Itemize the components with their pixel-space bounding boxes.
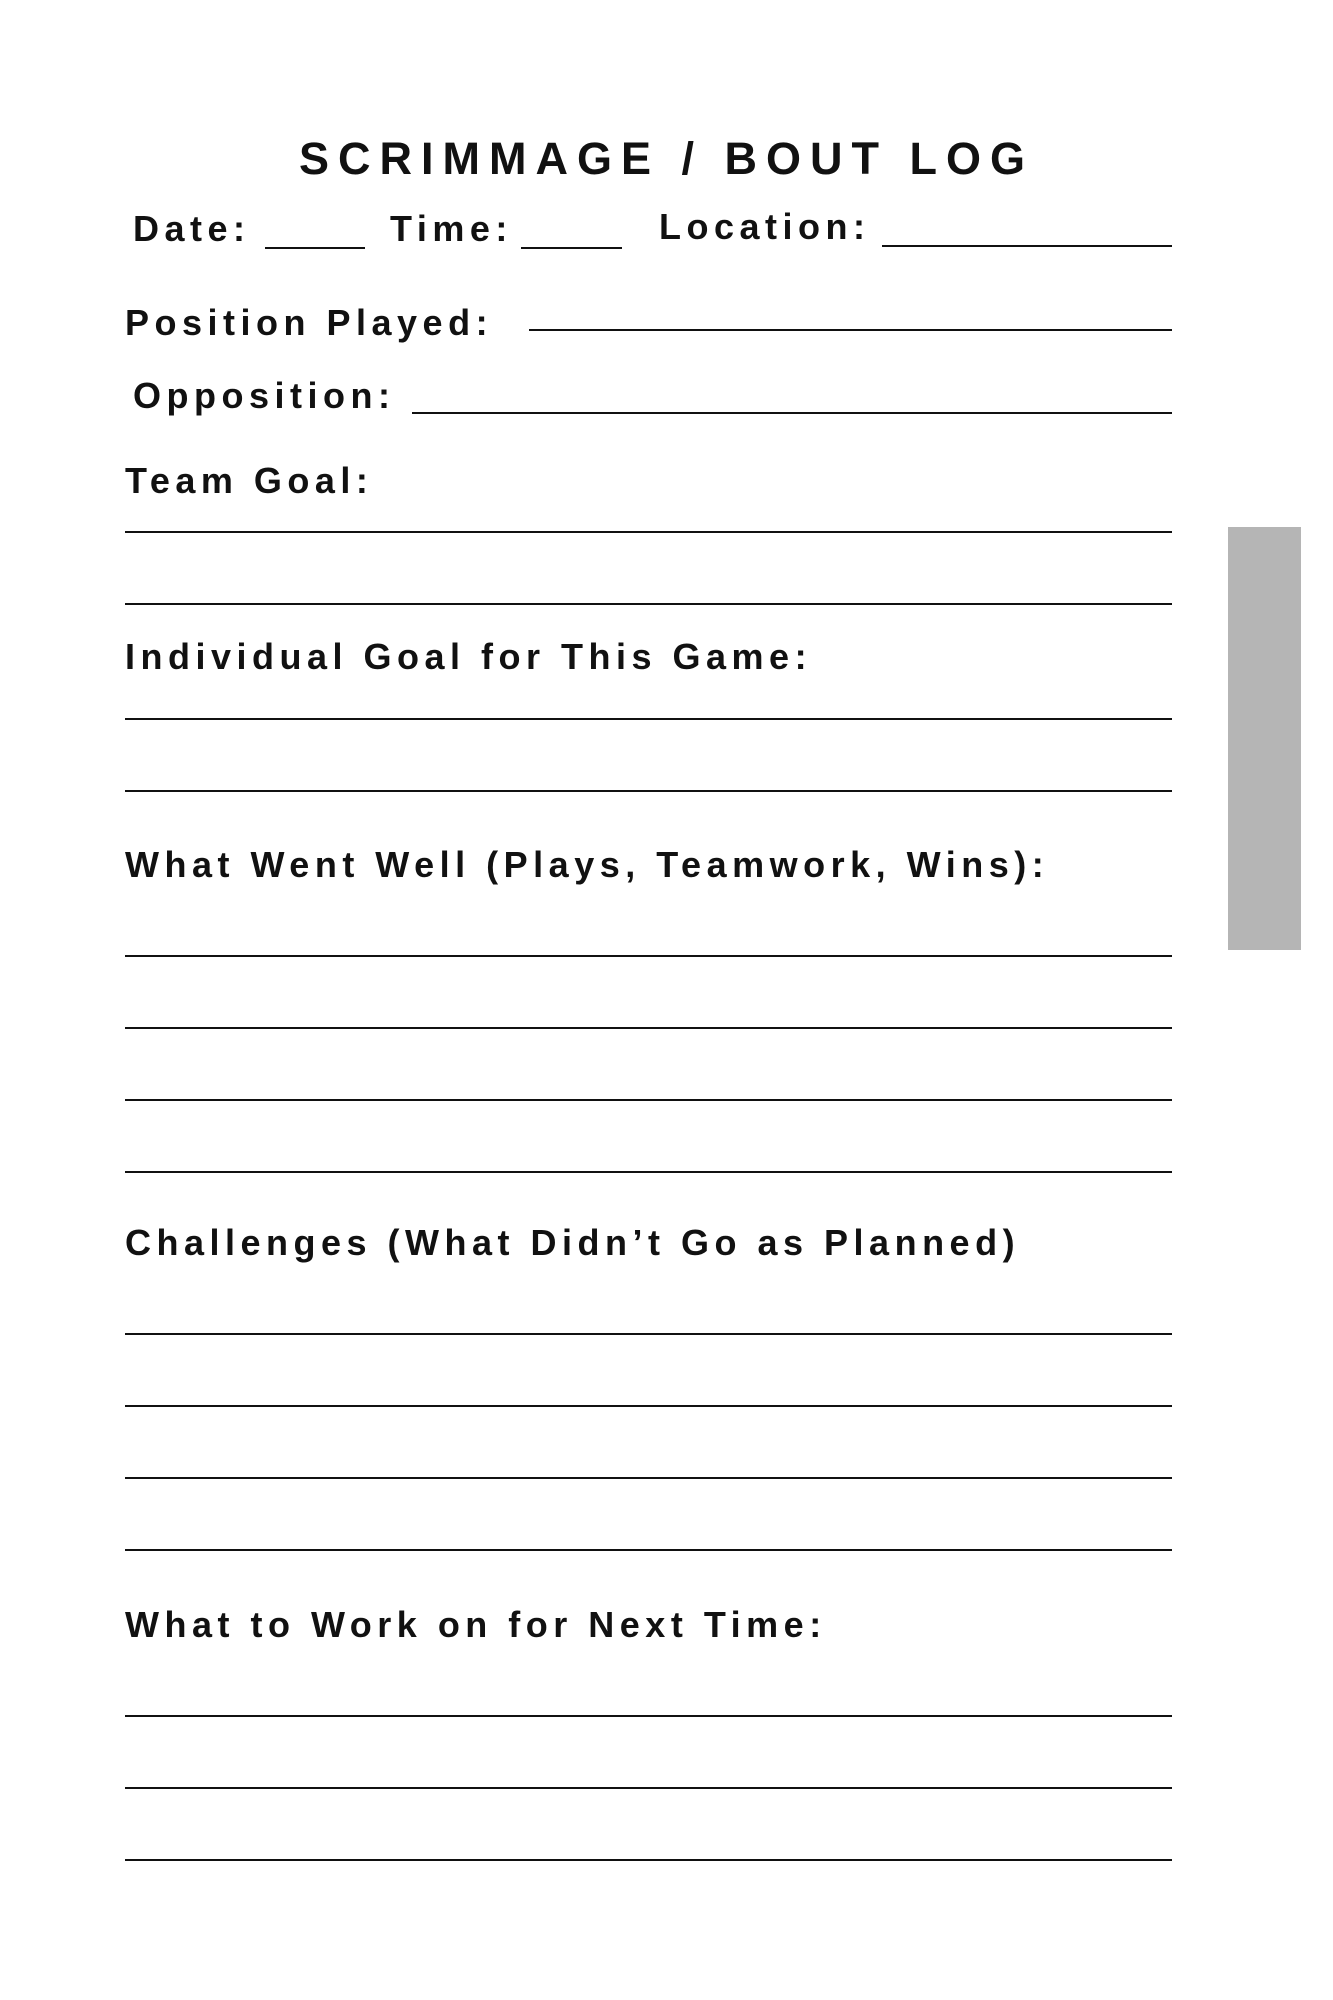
went-well-line-3[interactable]	[125, 1099, 1172, 1101]
challenges-line-4[interactable]	[125, 1549, 1172, 1551]
individual-goal-line-1[interactable]	[125, 718, 1172, 720]
time-label: Time:	[390, 208, 513, 249]
went-well-line-1[interactable]	[125, 955, 1172, 957]
position-label: Position Played:	[125, 302, 494, 343]
went-well-label: What Went Well (Plays, Teamwork, Wins):	[125, 844, 1050, 885]
opposition-label: Opposition:	[133, 375, 396, 416]
page-title: SCRIMMAGE / BOUT LOG	[299, 133, 1034, 184]
work-on-line-1[interactable]	[125, 1715, 1172, 1717]
team-goal-label: Team Goal:	[125, 460, 374, 501]
date-field[interactable]	[265, 247, 365, 249]
side-tab	[1228, 527, 1301, 950]
opposition-field[interactable]	[412, 412, 1172, 414]
challenges-line-1[interactable]	[125, 1333, 1172, 1335]
team-goal-line-2[interactable]	[125, 603, 1172, 605]
team-goal-line-1[interactable]	[125, 531, 1172, 533]
work-on-line-3[interactable]	[125, 1859, 1172, 1861]
work-on-line-2[interactable]	[125, 1787, 1172, 1789]
time-field[interactable]	[521, 247, 622, 249]
challenges-line-2[interactable]	[125, 1405, 1172, 1407]
work-on-label: What to Work on for Next Time:	[125, 1604, 827, 1645]
date-label: Date:	[133, 208, 251, 249]
challenges-line-3[interactable]	[125, 1477, 1172, 1479]
individual-goal-line-2[interactable]	[125, 790, 1172, 792]
location-label: Location:	[659, 206, 871, 247]
position-field[interactable]	[529, 329, 1172, 331]
went-well-line-2[interactable]	[125, 1027, 1172, 1029]
location-field[interactable]	[882, 245, 1172, 247]
challenges-label: Challenges (What Didn’t Go as Planned)	[125, 1222, 1021, 1263]
went-well-line-4[interactable]	[125, 1171, 1172, 1173]
individual-goal-label: Individual Goal for This Game:	[125, 636, 813, 677]
